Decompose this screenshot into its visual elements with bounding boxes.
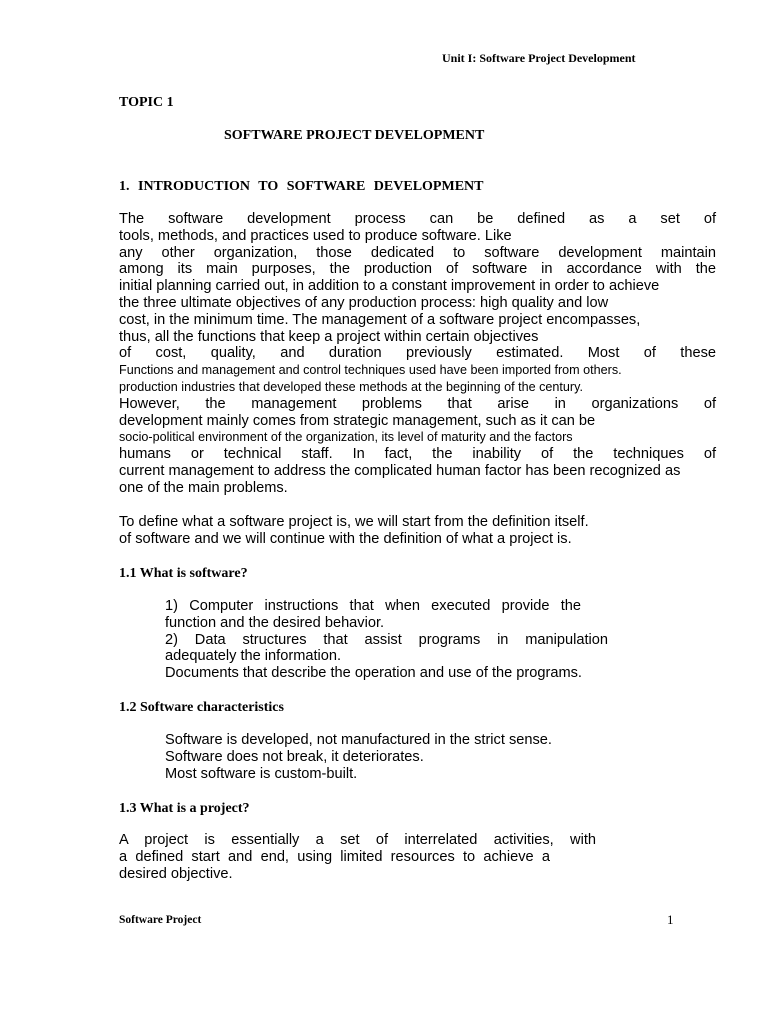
definition-paragraph [119, 514, 719, 548]
paragraph-line: However, the management problems that arise in organizations of [119, 395, 716, 412]
document-title: SOFTWARE PROJECT DEVELOPMENT [224, 128, 485, 143]
paragraph-line: one of the main problems. [119, 479, 288, 496]
page-number: 1 [667, 912, 674, 927]
list-line: function and the desired behavior. [165, 614, 385, 631]
subsection-heading-software: 1.1 What is software? [119, 566, 248, 581]
paragraph-line: current management to address the complicated human factor has been recognized as [119, 462, 681, 479]
paragraph-line: development mainly comes from strategic management, such as it can be [119, 412, 596, 429]
list-line: 1) Computer instructions that when executed provide the [165, 598, 581, 614]
project-paragraph [119, 832, 719, 882]
intro-paragraph [119, 211, 719, 497]
paragraph-line: Functions and management and control techniques used have been imported from others. [119, 363, 622, 378]
paragraph-line: initial planning carried out, in addition to a constant improvement in order to achieve [119, 278, 660, 295]
list-line: Most software is custom-built. [165, 765, 358, 782]
subsection-heading-project: 1.3 What is a project? [119, 801, 250, 816]
paragraph-line: socio-political environment of the organization, its level of maturity and the factors [119, 430, 573, 445]
list-line: Software does not break, it deteriorates. [165, 748, 424, 765]
footer-title: Software Project [119, 914, 202, 926]
paragraph-line: The software development process can be defined as a set of [119, 211, 716, 227]
paragraph-line: A project is essentially a set of interrelated activities, with [119, 832, 596, 848]
paragraph-line: desired objective. [119, 865, 233, 882]
paragraph-line: tools, methods, and practices used to produce software. Like [119, 227, 512, 244]
paragraph-line: a defined start and end, using limited resources to achieve a [119, 848, 550, 865]
subsection-heading-characteristics: 1.2 Software characteristics [119, 700, 284, 715]
list-line: Software is developed, not manufactured in the strict sense. [165, 732, 552, 748]
paragraph-line: To define what a software project is, we will start from the definition itself. [119, 514, 589, 530]
section-heading: 1. INTRODUCTION TO SOFTWARE DEVELOPMENT [119, 179, 484, 194]
software-definition-list [165, 598, 608, 682]
list-line: 2) Data structures that assist programs in manipulation [165, 631, 608, 648]
paragraph-line: any other organization, those dedicated to software development maintain [119, 244, 716, 261]
paragraph-line: production industries that developed these methods at the beginning of the century. [119, 379, 583, 394]
paragraph-line: among its main purposes, the production of software in accordance with the [119, 261, 716, 278]
running-header: Unit I: Software Project Development [442, 51, 636, 65]
paragraph-line: humans or technical staff. In fact, the inability of the techniques of [119, 446, 716, 463]
list-line: adequately the information. [165, 648, 342, 665]
topic-label: TOPIC 1 [119, 95, 174, 110]
paragraph-line: of software and we will continue with the definition of what a project is. [119, 530, 572, 547]
paragraph-line: cost, in the minimum time. The management of a software project encompasses, [119, 311, 641, 328]
paragraph-line: thus, all the functions that keep a project within certain objectives [119, 328, 539, 345]
paragraph-line: the three ultimate objectives of any production process: high quality and low [119, 294, 609, 311]
characteristics-list [165, 732, 552, 782]
list-line: Documents that describe the operation and use of the programs. [165, 665, 582, 682]
paragraph-line: of cost, quality, and duration previously estimated. Most of these [119, 345, 716, 362]
